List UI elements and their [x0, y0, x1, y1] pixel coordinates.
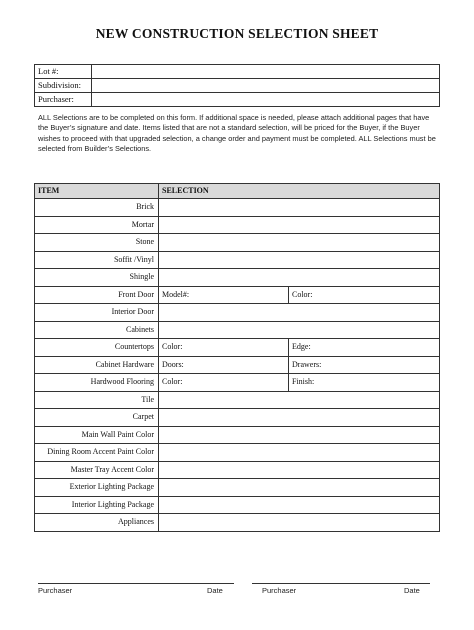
- selection-field-a[interactable]: Model#:: [159, 286, 289, 304]
- selection-field[interactable]: [159, 426, 440, 444]
- item-label: Brick: [35, 199, 159, 217]
- table-row: [35, 444, 440, 462]
- item-label: Mortar: [35, 216, 159, 234]
- selection-field[interactable]: [159, 479, 440, 497]
- page-title: NEW CONSTRUCTION SELECTION SHEET: [95, 26, 379, 41]
- selection-field-a[interactable]: Doors:: [159, 356, 289, 374]
- item-label: Tile: [35, 391, 159, 409]
- selection-field[interactable]: [159, 251, 440, 269]
- selection-field[interactable]: [159, 199, 440, 217]
- lot-field[interactable]: [92, 65, 440, 79]
- item-label: Shingle: [35, 269, 159, 287]
- selection-field-b[interactable]: Color:: [289, 286, 440, 304]
- signature-line-left: [38, 583, 234, 584]
- table-row: [35, 426, 440, 444]
- item-label: Interior Lighting Package: [35, 496, 159, 514]
- signature-label-left: Purchaser: [38, 586, 73, 595]
- item-label: Stone: [35, 234, 159, 252]
- item-label: Exterior Lighting Package: [35, 479, 159, 497]
- table-row: [35, 269, 440, 287]
- date-label-right: Date: [404, 586, 420, 595]
- signature-line-right: [252, 583, 430, 584]
- header-info-table: [34, 64, 440, 107]
- table-row: [35, 321, 440, 339]
- date-label-left: Date: [207, 586, 223, 595]
- selection-field[interactable]: [159, 496, 440, 514]
- item-label: Main Wall Paint Color: [35, 426, 159, 444]
- selection-table-body: [35, 199, 440, 532]
- item-label: Appliances: [35, 514, 159, 532]
- table-row: [35, 339, 440, 357]
- subdivision-field[interactable]: [92, 79, 440, 93]
- table-row: [35, 286, 440, 304]
- selection-table: [34, 183, 440, 532]
- table-row: [35, 374, 440, 392]
- selection-field[interactable]: [159, 234, 440, 252]
- item-label: Soffit /Vinyl: [35, 251, 159, 269]
- table-row: [35, 514, 440, 532]
- selection-field[interactable]: [159, 321, 440, 339]
- instructions-paragraph: ALL Selections are to be completed on this form. If additional space is needed, please attach additional pages that have the Buyer’s signature and date. Items listed that are not a standard selection, will be priced for the Buyer, if the Buyer wishes to proceed with that upgraded selection, a change order and payment must be completed. ALL Selections must be selected from Builder’s Selections.: [38, 113, 436, 154]
- selection-field-b[interactable]: Finish:: [289, 374, 440, 392]
- item-column-header: ITEM: [35, 184, 159, 199]
- selection-field-a[interactable]: Color:: [159, 374, 289, 392]
- selection-field[interactable]: [159, 216, 440, 234]
- selection-field-a[interactable]: Color:: [159, 339, 289, 357]
- item-label: Dining Room Accent Paint Color: [35, 444, 159, 462]
- item-label: Hardwood Flooring: [35, 374, 159, 392]
- selection-field[interactable]: [159, 304, 440, 322]
- table-row: [35, 479, 440, 497]
- table-row: [35, 234, 440, 252]
- item-label: Carpet: [35, 409, 159, 427]
- table-row: [35, 216, 440, 234]
- selection-field[interactable]: [159, 514, 440, 532]
- signature-label-right: Purchaser: [262, 586, 297, 595]
- table-row: [35, 304, 440, 322]
- subdivision-label: Subdivision:: [35, 79, 92, 93]
- table-row: [35, 496, 440, 514]
- selection-column-header: SELECTION: [159, 184, 440, 199]
- lot-label: Lot #:: [35, 65, 92, 79]
- purchaser-field[interactable]: [92, 93, 440, 107]
- info-row-lot: [35, 65, 440, 79]
- table-row: [35, 199, 440, 217]
- selection-field[interactable]: [159, 391, 440, 409]
- item-label: Master Tray Accent Color: [35, 461, 159, 479]
- info-row-purchaser: [35, 93, 440, 107]
- purchaser-label: Purchaser:: [35, 93, 92, 107]
- item-label: Interior Door: [35, 304, 159, 322]
- selection-field[interactable]: [159, 269, 440, 287]
- item-label: Front Door: [35, 286, 159, 304]
- table-row: [35, 409, 440, 427]
- item-label: Cabinet Hardware: [35, 356, 159, 374]
- table-row: [35, 251, 440, 269]
- table-row: [35, 391, 440, 409]
- selection-table-header: [35, 184, 440, 199]
- table-row: [35, 461, 440, 479]
- info-row-subdivision: [35, 79, 440, 93]
- selection-field-b[interactable]: Edge:: [289, 339, 440, 357]
- item-label: Cabinets: [35, 321, 159, 339]
- item-label: Countertops: [35, 339, 159, 357]
- table-row: [35, 356, 440, 374]
- selection-field[interactable]: [159, 444, 440, 462]
- selection-field[interactable]: [159, 409, 440, 427]
- selection-field-b[interactable]: Drawers:: [289, 356, 440, 374]
- selection-field[interactable]: [159, 461, 440, 479]
